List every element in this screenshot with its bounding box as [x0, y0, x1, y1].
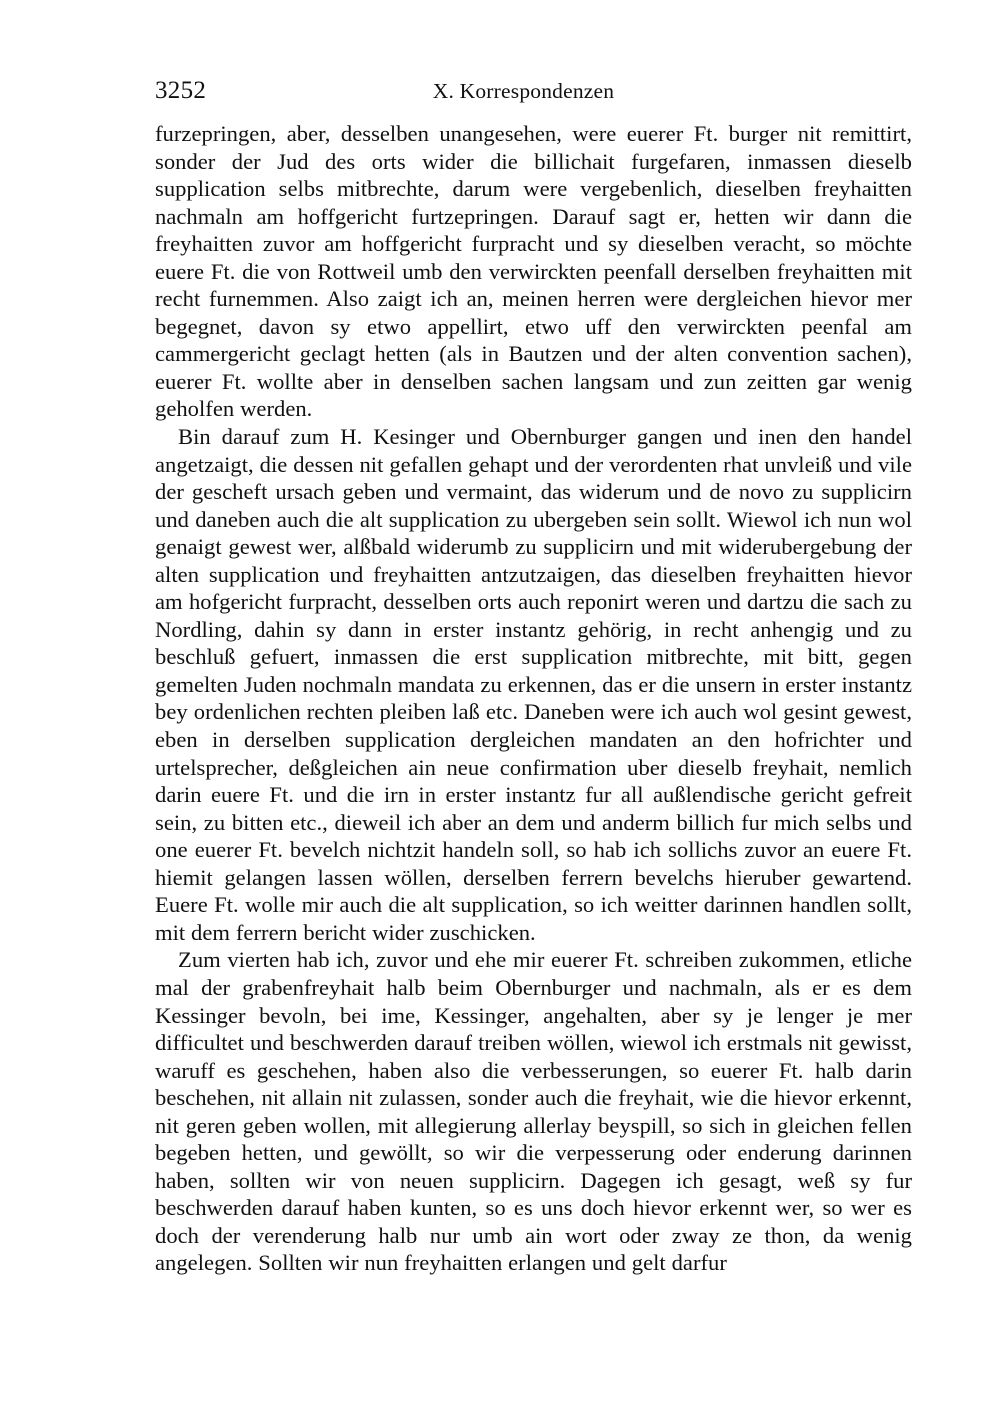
running-head	[155, 76, 912, 106]
paragraph-bin-darauf: Bin darauf zum H. Kesinger und Obernburger gangen und inen den handel angetzaigt, die dessen nit gefallen gehapt und der verordenten rhat unvleiß und vile der gescheft ursach geben und vermaint, das widerum und de novo zu supplicirn und daneben auch die alt supplication zu ubergeben sein sollt. Wiewol ich nun wol genaigt gewest wer, alßbald widerumb zu supplicirn und mit widerubergebung der alten supplication und freyhaitten antzutzaigen, das dieselben freyhaitten hievor am hofgericht furpracht, desselben orts auch reponirt weren und dartzu die sach zu Nordling, dahin sy dann in erster instantz gehörig, in recht anhengig und zu beschluß gefuert, inmassen die erst supplication mitbrechte, mit bitt, gegen gemelten Juden nochmaln mandata zu erkennen, das er die unsern in erster instantz bey ordenlichen rechten pleiben laß etc. Daneben were ich auch wol gesint gewest, eben in derselben supplication dergleichen mandaten an den hofrichter und urtelsprecher, deßgleichen ain neue confirmation uber dieselb freyhait, nemlich darin euere Ft. und die irn in erster instantz fur all außlendische gericht gefreit sein, zu bitten etc., dieweil ich aber an dem und anderm billich fur mich selbs und one euerer Ft. bevelch nichtzit handeln soll, so hab ich sollichs zuvor an euere Ft. hiemit gelangen lassen wöllen, derselben ferrern bevelchs hieruber gewartend. Euere Ft. wolle mir auch die alt supplication, so ich weitter darinnen handlen sollt, mit dem ferrern bericht wider zuschicken.	[155, 424, 912, 945]
body-text-block	[155, 120, 912, 1277]
paragraph-zum-vierten: Zum vierten hab ich, zuvor und ehe mir euerer Ft. schreiben zukommen, etliche mal der grabenfreyhait halb beim Obernburger und nachmaln, als er es dem Kessinger bevoln, bei ime, Kessinger, angehalten, aber sy je lenger je mer difficultet und beschwerden darauf treiben wöllen, wiewol ich erstmals nit gewisst, waruff es geschehen, haben also die verbesserungen, so euerer Ft. halb darin beschehen, nit allain nit zulassen, sonder auch die freyhait, wie die hievor erkennt, nit geren geben wollen, mit allegierung allerlay beyspill, so sich in gleichen fellen begeben hetten, und gewöllt, so wir die verpesserung oder enderung darinnen haben, sollten wir von neuen supplicirn. Dagegen ich gesagt, weß sy fur beschwerden darauf haben kunten, so es uns doch hievor erkennt wer, so wer es doch der verenderung halb nur umb ain wort oder zway ze thon, da wenig angelegen. Sollten wir nun freyhaitten erlangen und gelt darfur	[155, 947, 912, 1276]
paragraph-continued: furzepringen, aber, desselben unangesehen, were euerer Ft. burger nit remittirt, sonder der Jud des orts wider die billichait furgefaren, inmassen dieselb supplication selbs mitbrechte, darum were vergebenlich, dieselben freyhaitten nachmaln am hoffgericht furtzepringen. Darauf sagt er, hetten wir dann die freyhaitten zuvor am hoffgericht furpracht und sy dieselben veracht, so möchte euere Ft. die von Rottweil umb den verwirckten peenfall derselben freyhaitten mit recht furnemmen. Also zaigt ich an, meinen herren were dergleichen hievor mer begegnet, davon sy etwo appellirt, etwo uff den verwirckten peenfal am cammergericht geclagt hetten (als in Bautzen und der alten convention sachen), euerer Ft. wollte aber in denselben sachen langsam und zun zeitten gar wenig geholfen werden.	[155, 121, 912, 422]
page-number: 3252	[155, 77, 207, 104]
running-head-title: X. Korrespondenzen	[432, 79, 615, 103]
